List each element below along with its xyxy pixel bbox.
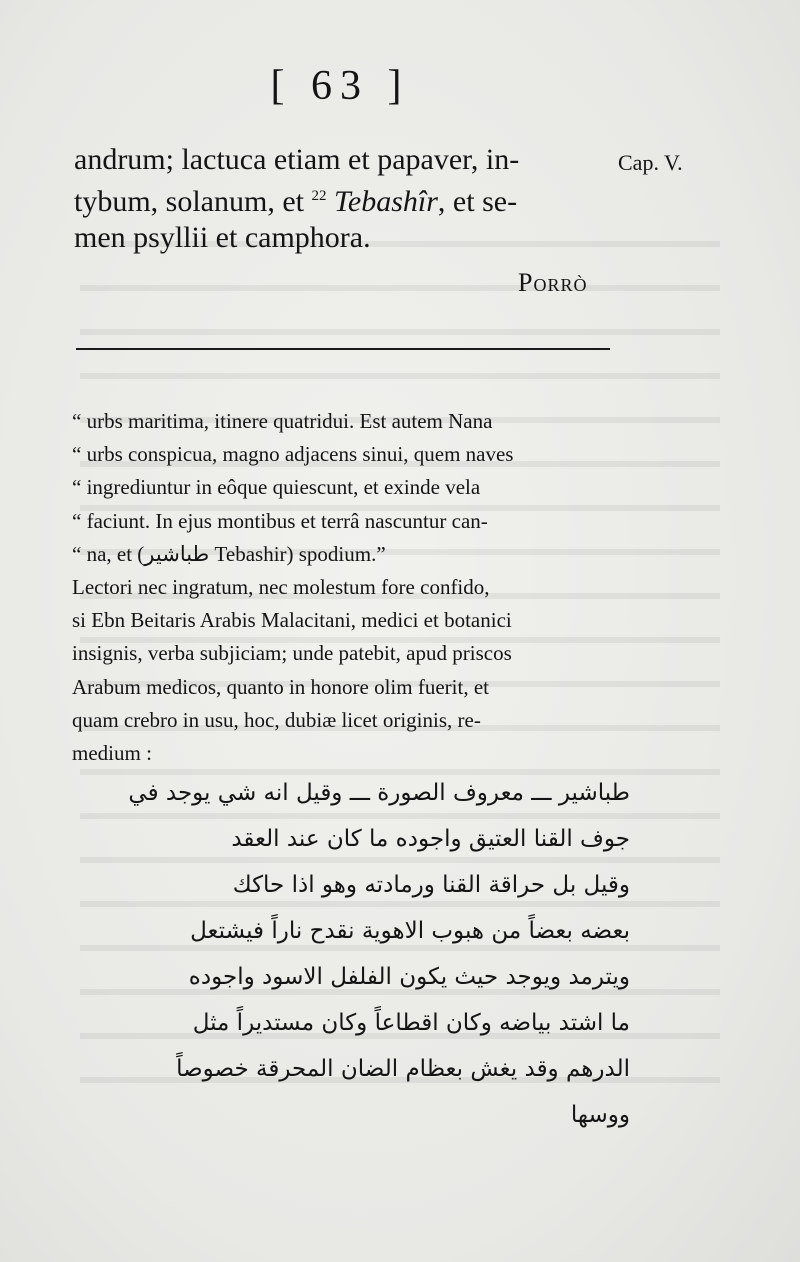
footnote-block: [72, 405, 620, 770]
footnote-line: Arabum medicos, quanto in honore olim fuerit, et: [72, 674, 489, 699]
main-line-3: men psyllii et camphora.: [74, 221, 371, 254]
main-line-2-start: tybum, solanum, et: [74, 185, 312, 218]
footnote-line: quam crebro in usu, hoc, dubiæ licet originis, re-: [72, 707, 481, 732]
arabic-line: طباشير ـــ معروف الصورة ـــ وقيل انه شي يوجد في: [128, 780, 630, 806]
footnote-line: insignis, verba subjiciam; unde patebit, apud priscos: [72, 641, 512, 666]
footnote-line: Lectori nec ingratum, nec molestum fore confido,: [72, 575, 490, 600]
arabic-line: ويترمد ويوجد حيث يكون الفلفل الاسود واجوده: [188, 964, 630, 990]
arabic-line: ما اشتد بياضه وكان اقطاعاً وكان مستديراً مثل: [192, 1010, 630, 1036]
main-text: [74, 142, 624, 256]
arabic-line: جوف القنا العتيق واجوده ما كان عند العقد: [231, 826, 630, 852]
footnote-line: si Ebn Beitaris Arabis Malacitani, medici et botanici: [72, 608, 512, 633]
footnote-line: “ faciunt. In ejus montibus et terrâ nascuntur can-: [72, 508, 488, 533]
footnote-divider: [76, 348, 610, 350]
arabic-line: الدرهم وقد يغش بعظام الضان المحرقة خصوصاً: [176, 1056, 630, 1082]
footnote-reference: 22: [311, 188, 327, 204]
footnote-line: medium :: [72, 741, 152, 766]
footnote-line: “ urbs maritima, itinere quatridui. Est autem Nana: [72, 409, 493, 433]
main-line-2: [74, 178, 624, 220]
italic-term: Tebashîr: [333, 185, 438, 218]
arabic-line: وقيل بل حراقة القنا ورمادته وهو اذا حاكك: [232, 872, 630, 898]
arabic-line: ووسها: [570, 1102, 630, 1128]
arabic-line: بعضه بعضاً من هبوب الاهوية نقدح ناراً فيشتعل: [190, 918, 630, 944]
footnote-line: “ na, et (طباشير Tebashir) spodium.”: [72, 541, 386, 566]
footnote-line: “ ingrediuntur in eôque quiescunt, et exinde vela: [72, 475, 481, 500]
main-line-1: andrum; lactuca etiam et papaver, in-: [74, 143, 520, 176]
chapter-margin-note: Cap. V.: [618, 150, 683, 175]
main-line-2-end: , et se-: [437, 185, 518, 218]
catchword: Porrò: [518, 268, 588, 297]
page-number: [ 63 ]: [270, 63, 410, 109]
arabic-quotation: [70, 770, 630, 1138]
footnote-line: “ urbs conspicua, magno adjacens sinui, quem naves: [72, 442, 514, 467]
